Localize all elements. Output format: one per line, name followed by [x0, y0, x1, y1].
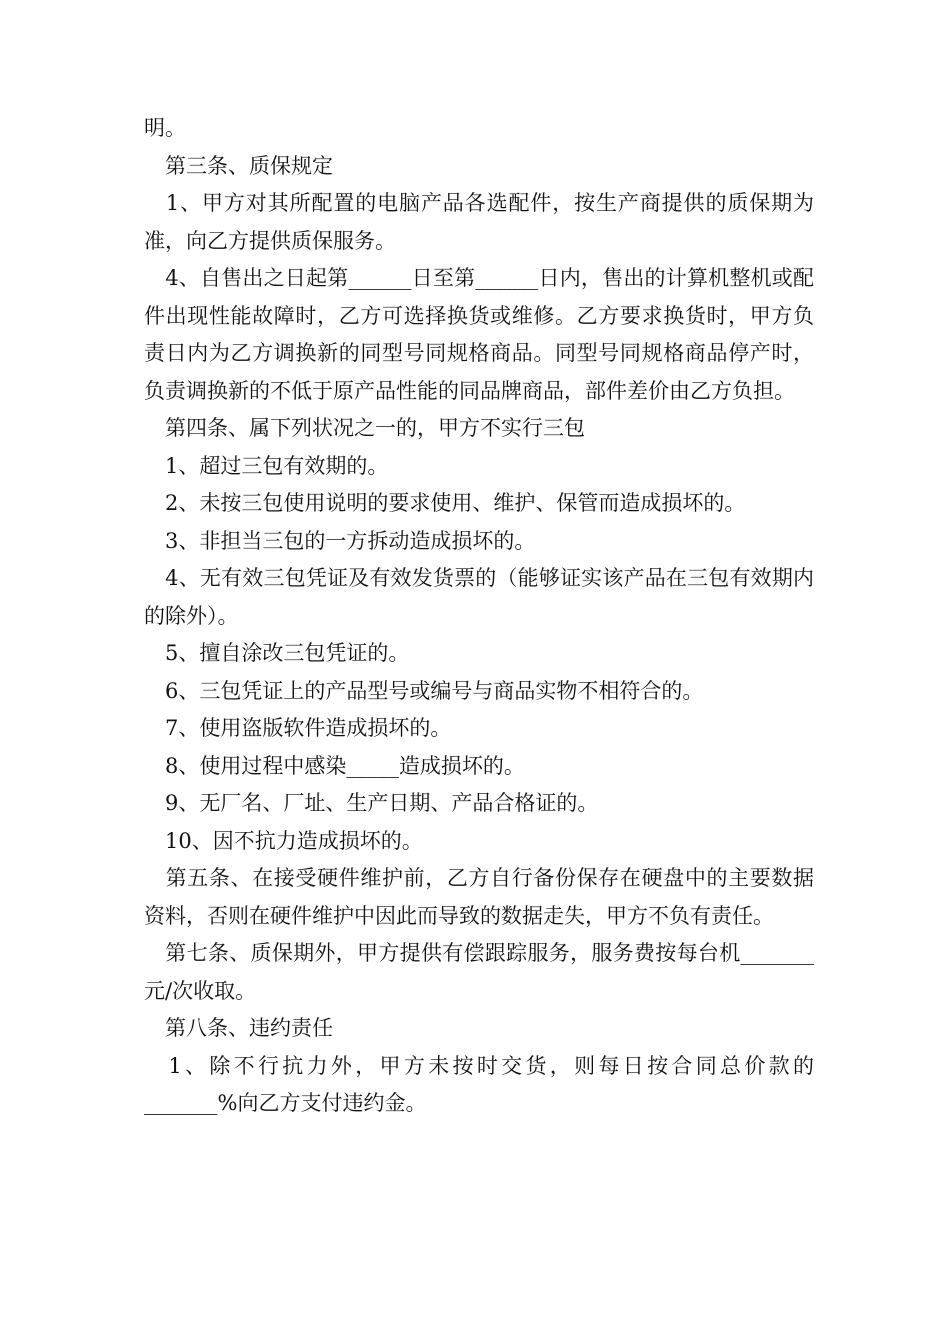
article-4-item-7: 7、使用盗版软件造成损坏的。: [144, 716, 452, 740]
document-body: [144, 110, 814, 1123]
article-4-item-3: 3、非担当三包的一方拆动造成损坏的。: [144, 528, 536, 553]
article-7: 第七条、质保期外，甲方提供有偿跟踪服务，服务费按每台机_______元/次收取。: [144, 941, 814, 1003]
heading-article-3: 第三条、质保规定: [144, 153, 333, 178]
paragraph-continuation: 明。: [144, 116, 186, 140]
heading-article-8: 第八条、违约责任: [144, 1016, 333, 1040]
article-3-item-4: 4、自售出之日起第______日至第______日内，售出的计算机整机或配件出现性能故障时，乙方可选择换货或维修。乙方要求换货时，甲方负责日内为乙方调换新的同型号同规格商品。同型号同规格商品停产时，负责调换新的不低于原产品性能的同品牌商品，部件差价由乙方负担。: [144, 266, 814, 403]
heading-article-4: 第四条、属下列状况之一的，甲方不实行三包: [144, 416, 585, 440]
article-3-item-1: 1、甲方对其所配置的电脑产品各选配件，按生产商提供的质保期为准，向乙方提供质保服务。: [144, 191, 814, 253]
article-4-item-1: 1、超过三包有效期的。: [144, 453, 389, 478]
article-4-item-4: 4、无有效三包凭证及有效发货票的（能够证实该产品在三包有效期内的除外）。: [144, 566, 814, 628]
article-4-item-5: 5、擅自涂改三包凭证的。: [144, 641, 410, 665]
article-4-item-2: 2、未按三包使用说明的要求使用、维护、保管而造成损坏的。: [144, 491, 746, 515]
article-4-item-8: 8、使用过程中感染_____造成损坏的。: [144, 753, 525, 778]
article-5: 第五条、在接受硬件维护前，乙方自行备份保存在硬盘中的主要数据资料，否则在硬件维护中因此而导致的数据走失，甲方不负有责任。: [144, 866, 814, 928]
article-8-item-1: 1、除不行抗力外，甲方未按时交货，则每日按合同总价款的_______%向乙方支付违约金。: [144, 1053, 814, 1115]
article-4-item-6: 6、三包凭证上的产品型号或编号与商品实物不相符合的。: [144, 678, 704, 703]
article-4-item-9: 9、无厂名、厂址、生产日期、产品合格证的。: [144, 791, 599, 815]
article-4-item-10: 10、因不抗力造成损坏的。: [144, 828, 423, 853]
